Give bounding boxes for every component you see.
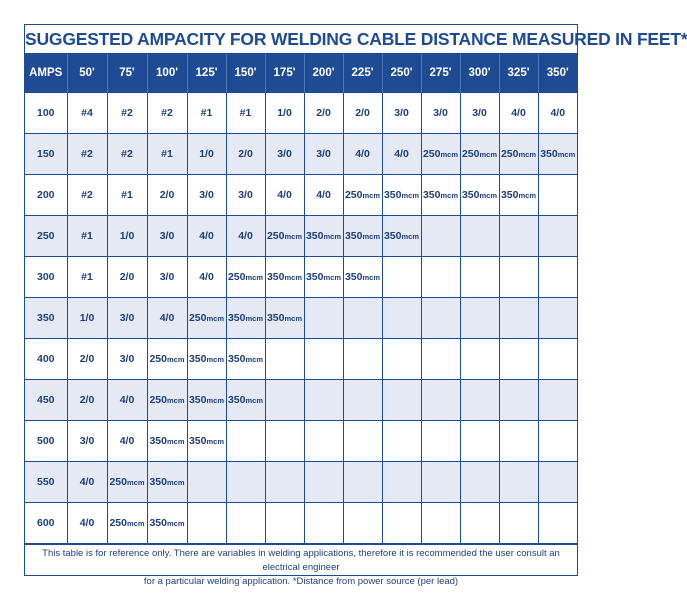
table-row bbox=[25, 175, 577, 216]
cable-size-cell bbox=[382, 462, 421, 503]
table-row bbox=[25, 93, 577, 134]
cable-size-cell bbox=[421, 339, 460, 380]
cable-size-cell bbox=[538, 298, 577, 339]
footnote-line-2: for a particular welding application. *Distance from power source (per lead) bbox=[143, 576, 459, 587]
cable-size-cell: 4/0 bbox=[67, 462, 107, 503]
cable-size-cell: 4/0 bbox=[147, 298, 187, 339]
cable-size-cell bbox=[226, 421, 265, 462]
table-row bbox=[25, 257, 577, 298]
cable-size-cell bbox=[460, 298, 499, 339]
cable-size-cell: 250mcm bbox=[187, 298, 226, 339]
cable-size-cell: 1/0 bbox=[107, 216, 147, 257]
cable-size-cell bbox=[499, 216, 538, 257]
footnote-line-1: This table is for reference only. There are variables in welding applications, therefore it is recommended the user consult an electrical engineer bbox=[42, 548, 560, 573]
cable-size-cell: 3/0 bbox=[107, 298, 147, 339]
cable-size-cell: 4/0 bbox=[107, 421, 147, 462]
amps-cell: 250 bbox=[25, 216, 67, 257]
cable-size-cell: 350mcm bbox=[147, 503, 187, 544]
cable-size-cell: 350mcm bbox=[187, 339, 226, 380]
cable-size-cell: 250mcm bbox=[421, 134, 460, 175]
column-header-distance: 200' bbox=[304, 54, 343, 93]
chart-title: SUGGESTED AMPACITY FOR WELDING CABLE DISTANCE MEASURED IN FEET* bbox=[25, 25, 577, 54]
table-row bbox=[25, 462, 577, 503]
column-header-distance: 150' bbox=[226, 54, 265, 93]
cable-size-cell: 3/0 bbox=[382, 93, 421, 134]
cable-size-cell: 350mcm bbox=[147, 462, 187, 503]
cable-size-cell bbox=[304, 462, 343, 503]
table-body bbox=[25, 93, 577, 544]
cable-size-cell: 3/0 bbox=[187, 175, 226, 216]
cable-size-cell bbox=[460, 216, 499, 257]
cable-size-cell bbox=[499, 298, 538, 339]
column-header-distance: 300' bbox=[460, 54, 499, 93]
cable-size-cell bbox=[265, 503, 304, 544]
cable-size-cell: 250mcm bbox=[147, 339, 187, 380]
cable-size-cell: 350mcm bbox=[226, 298, 265, 339]
cable-size-cell: 4/0 bbox=[187, 257, 226, 298]
cable-size-cell: 4/0 bbox=[187, 216, 226, 257]
column-header-distance: 350' bbox=[538, 54, 577, 93]
cable-size-cell bbox=[499, 462, 538, 503]
cable-size-cell: 4/0 bbox=[382, 134, 421, 175]
cable-size-cell bbox=[382, 298, 421, 339]
cable-size-cell: 250mcm bbox=[107, 503, 147, 544]
cable-size-cell: 250mcm bbox=[147, 380, 187, 421]
cable-size-cell: 3/0 bbox=[67, 421, 107, 462]
cable-size-cell bbox=[421, 216, 460, 257]
cable-size-cell: #1 bbox=[107, 175, 147, 216]
amps-cell: 500 bbox=[25, 421, 67, 462]
cable-size-cell: 350mcm bbox=[187, 421, 226, 462]
amps-cell: 100 bbox=[25, 93, 67, 134]
cable-size-cell: 250mcm bbox=[343, 175, 382, 216]
cable-size-cell: 4/0 bbox=[107, 380, 147, 421]
column-header-distance: 225' bbox=[343, 54, 382, 93]
cable-size-cell: 4/0 bbox=[343, 134, 382, 175]
cable-size-cell: 4/0 bbox=[265, 175, 304, 216]
cable-size-cell bbox=[538, 175, 577, 216]
cable-size-cell bbox=[499, 503, 538, 544]
ampacity-chart bbox=[24, 24, 687, 587]
cable-size-cell: 350mcm bbox=[382, 175, 421, 216]
cable-size-cell bbox=[382, 257, 421, 298]
cable-size-cell: 350mcm bbox=[265, 257, 304, 298]
cable-size-cell: 350mcm bbox=[226, 339, 265, 380]
cable-size-cell bbox=[187, 462, 226, 503]
column-header-distance: 275' bbox=[421, 54, 460, 93]
cable-size-cell: #2 bbox=[107, 93, 147, 134]
cable-size-cell bbox=[343, 503, 382, 544]
cable-size-cell: 2/0 bbox=[67, 380, 107, 421]
cable-size-cell: 3/0 bbox=[147, 257, 187, 298]
cable-size-cell: 3/0 bbox=[265, 134, 304, 175]
amps-cell: 450 bbox=[25, 380, 67, 421]
cable-size-cell bbox=[226, 503, 265, 544]
cable-size-cell: 3/0 bbox=[147, 216, 187, 257]
column-header-distance: 100' bbox=[147, 54, 187, 93]
cable-size-cell bbox=[265, 380, 304, 421]
cable-size-cell bbox=[382, 380, 421, 421]
cable-size-cell: 4/0 bbox=[538, 93, 577, 134]
cable-size-cell: 3/0 bbox=[226, 175, 265, 216]
amps-cell: 200 bbox=[25, 175, 67, 216]
cable-size-cell: 2/0 bbox=[304, 93, 343, 134]
cable-size-cell: #4 bbox=[67, 93, 107, 134]
cable-size-cell: 4/0 bbox=[226, 216, 265, 257]
cable-size-cell: 3/0 bbox=[460, 93, 499, 134]
cable-size-cell bbox=[265, 339, 304, 380]
amps-cell: 300 bbox=[25, 257, 67, 298]
column-header-distance: 250' bbox=[382, 54, 421, 93]
cable-size-cell: 250mcm bbox=[499, 134, 538, 175]
cable-size-cell bbox=[304, 339, 343, 380]
cable-size-cell: 350mcm bbox=[226, 380, 265, 421]
cable-size-cell bbox=[460, 257, 499, 298]
cable-size-cell bbox=[304, 298, 343, 339]
cable-size-cell bbox=[265, 421, 304, 462]
cable-size-cell: 2/0 bbox=[226, 134, 265, 175]
footnote bbox=[25, 544, 577, 587]
cable-size-cell bbox=[538, 421, 577, 462]
cable-size-cell: #2 bbox=[107, 134, 147, 175]
cable-size-cell bbox=[538, 339, 577, 380]
cable-size-cell bbox=[538, 380, 577, 421]
cable-size-cell: 3/0 bbox=[421, 93, 460, 134]
cable-size-cell bbox=[460, 462, 499, 503]
column-header-distance: 175' bbox=[265, 54, 304, 93]
cable-size-cell: 350mcm bbox=[187, 380, 226, 421]
cable-size-cell bbox=[460, 339, 499, 380]
cable-size-cell: 350mcm bbox=[343, 257, 382, 298]
cable-size-cell: 350mcm bbox=[382, 216, 421, 257]
cable-size-cell bbox=[421, 380, 460, 421]
cable-size-cell: #1 bbox=[187, 93, 226, 134]
cable-size-cell: 250mcm bbox=[107, 462, 147, 503]
cable-size-cell: #2 bbox=[67, 134, 107, 175]
cable-size-cell bbox=[382, 421, 421, 462]
cable-size-cell bbox=[499, 339, 538, 380]
cable-size-cell bbox=[421, 257, 460, 298]
cable-size-cell: #1 bbox=[147, 134, 187, 175]
ampacity-table bbox=[25, 54, 577, 544]
cable-size-cell: 250mcm bbox=[265, 216, 304, 257]
cable-size-cell: 250mcm bbox=[226, 257, 265, 298]
cable-size-cell bbox=[538, 216, 577, 257]
cable-size-cell: 3/0 bbox=[304, 134, 343, 175]
table-row bbox=[25, 298, 577, 339]
cable-size-cell bbox=[538, 503, 577, 544]
cable-size-cell bbox=[382, 339, 421, 380]
cable-size-cell bbox=[343, 380, 382, 421]
cable-size-cell bbox=[538, 462, 577, 503]
cable-size-cell: 4/0 bbox=[499, 93, 538, 134]
cable-size-cell: 350mcm bbox=[421, 175, 460, 216]
cable-size-cell bbox=[499, 257, 538, 298]
cable-size-cell bbox=[343, 339, 382, 380]
cable-size-cell: 1/0 bbox=[265, 93, 304, 134]
table-row bbox=[25, 134, 577, 175]
column-header-distance: 50' bbox=[67, 54, 107, 93]
table-row bbox=[25, 503, 577, 544]
cable-size-cell: 350mcm bbox=[538, 134, 577, 175]
cable-size-cell bbox=[226, 462, 265, 503]
cable-size-cell: 1/0 bbox=[67, 298, 107, 339]
cable-size-cell: #2 bbox=[67, 175, 107, 216]
cable-size-cell: 250mcm bbox=[460, 134, 499, 175]
cable-size-cell bbox=[187, 503, 226, 544]
cable-size-cell: 3/0 bbox=[107, 339, 147, 380]
cable-size-cell: #1 bbox=[67, 257, 107, 298]
cable-size-cell bbox=[421, 462, 460, 503]
cable-size-cell bbox=[421, 298, 460, 339]
column-header-amps: AMPS bbox=[25, 54, 67, 93]
cable-size-cell bbox=[343, 462, 382, 503]
cable-size-cell bbox=[460, 503, 499, 544]
table-row bbox=[25, 339, 577, 380]
cable-size-cell bbox=[304, 503, 343, 544]
cable-size-cell bbox=[265, 462, 304, 503]
cable-size-cell bbox=[538, 257, 577, 298]
cable-size-cell: 350mcm bbox=[304, 216, 343, 257]
cable-size-cell: #1 bbox=[67, 216, 107, 257]
cable-size-cell bbox=[343, 421, 382, 462]
cable-size-cell: 350mcm bbox=[304, 257, 343, 298]
cable-size-cell: #2 bbox=[147, 93, 187, 134]
cable-size-cell: 4/0 bbox=[67, 503, 107, 544]
cable-size-cell: 350mcm bbox=[499, 175, 538, 216]
amps-cell: 600 bbox=[25, 503, 67, 544]
cable-size-cell: 4/0 bbox=[304, 175, 343, 216]
cable-size-cell bbox=[421, 421, 460, 462]
cable-size-cell: #1 bbox=[226, 93, 265, 134]
cable-size-cell bbox=[460, 380, 499, 421]
cable-size-cell bbox=[304, 421, 343, 462]
cable-size-cell: 2/0 bbox=[67, 339, 107, 380]
cable-size-cell bbox=[304, 380, 343, 421]
amps-cell: 400 bbox=[25, 339, 67, 380]
amps-cell: 550 bbox=[25, 462, 67, 503]
cable-size-cell bbox=[421, 503, 460, 544]
cable-size-cell: 2/0 bbox=[107, 257, 147, 298]
cable-size-cell bbox=[343, 298, 382, 339]
cable-size-cell: 350mcm bbox=[343, 216, 382, 257]
cable-size-cell bbox=[499, 380, 538, 421]
cable-size-cell bbox=[499, 421, 538, 462]
cable-size-cell bbox=[382, 503, 421, 544]
cable-size-cell: 350mcm bbox=[265, 298, 304, 339]
table-row bbox=[25, 380, 577, 421]
header-row bbox=[25, 54, 577, 93]
cable-size-cell: 350mcm bbox=[147, 421, 187, 462]
cable-size-cell: 2/0 bbox=[147, 175, 187, 216]
column-header-distance: 75' bbox=[107, 54, 147, 93]
table-row bbox=[25, 216, 577, 257]
amps-cell: 350 bbox=[25, 298, 67, 339]
cable-size-cell: 2/0 bbox=[343, 93, 382, 134]
table-row bbox=[25, 421, 577, 462]
amps-cell: 150 bbox=[25, 134, 67, 175]
column-header-distance: 325' bbox=[499, 54, 538, 93]
cable-size-cell bbox=[460, 421, 499, 462]
cable-size-cell: 350mcm bbox=[460, 175, 499, 216]
column-header-distance: 125' bbox=[187, 54, 226, 93]
cable-size-cell: 1/0 bbox=[187, 134, 226, 175]
